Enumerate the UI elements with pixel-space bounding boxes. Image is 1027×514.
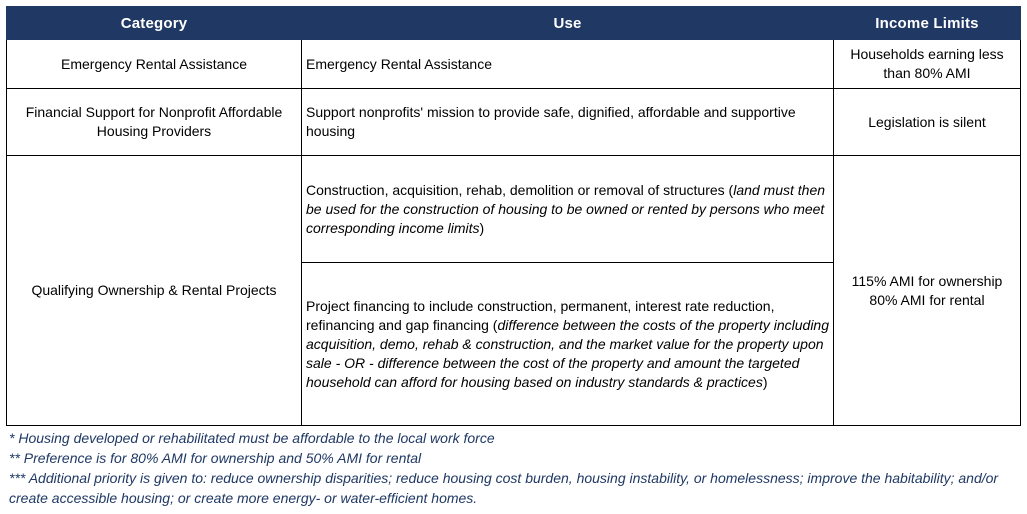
use-text-close: ) [762, 373, 768, 390]
use-cell: Support nonprofits' mission to provide safe, dignified, affordable and supportive housing [302, 89, 834, 156]
income-line: 80% AMI for rental [869, 291, 985, 308]
income-cell: Legislation is silent [834, 89, 1021, 156]
category-line: Housing Providers [96, 123, 212, 139]
income-cell [834, 156, 1021, 426]
footnote: * Housing developed or rehabilitated must be affordable to the local work force [9, 430, 495, 446]
header-income-limits: Income Limits [834, 7, 1021, 40]
use-text: Construction, acquisition, rehab, demolition or removal of structures ( [306, 181, 734, 198]
header-use: Use [302, 7, 834, 40]
table-row [7, 89, 1021, 156]
table-row [7, 40, 1021, 89]
use-cell [302, 263, 834, 426]
table-row [7, 156, 1021, 263]
income-line: than 80% AMI [883, 65, 971, 81]
income-line: 115% AMI for ownership [851, 272, 1003, 289]
use-text-close: ) [479, 219, 485, 236]
category-cell: Qualifying Ownership & Rental Projects [7, 156, 302, 426]
footnotes [9, 428, 1019, 508]
use-italic-text: difference between the costs of the property including acquisition, demo, rehab & construction, and the market value for the property upon sale - OR - difference between the cost of the property and amount the targeted household can afford for housing based on industry standards & practices [306, 316, 830, 390]
footnote: ** Preference is for 80% AMI for ownership and 50% AMI for rental [9, 450, 422, 466]
use-text: Project financing to include construction, permanent, interest rate reduction, refinancing and gap financing ( [306, 297, 775, 333]
category-cell: Emergency Rental Assistance [7, 40, 302, 89]
use-italic-text: land must then be used for the construction of housing to be owned or rented by persons who meet corresponding income limits [306, 181, 826, 236]
income-cell [834, 40, 1021, 89]
program-table [6, 6, 1021, 426]
category-line: Financial Support for Nonprofit Affordable [25, 104, 283, 120]
header-row [7, 7, 1021, 40]
category-cell [7, 89, 302, 156]
income-line: Households earning less [850, 46, 1004, 62]
use-cell: Emergency Rental Assistance [302, 40, 834, 89]
use-cell [302, 156, 834, 263]
footnote: *** Additional priority is given to: reduce ownership disparities; reduce housing cost burden, housing instability, or homelessness; improve the habitability; and/or create accessible housing; or create more energy- or water-efficient homes. [9, 470, 999, 506]
header-category: Category [7, 7, 302, 40]
